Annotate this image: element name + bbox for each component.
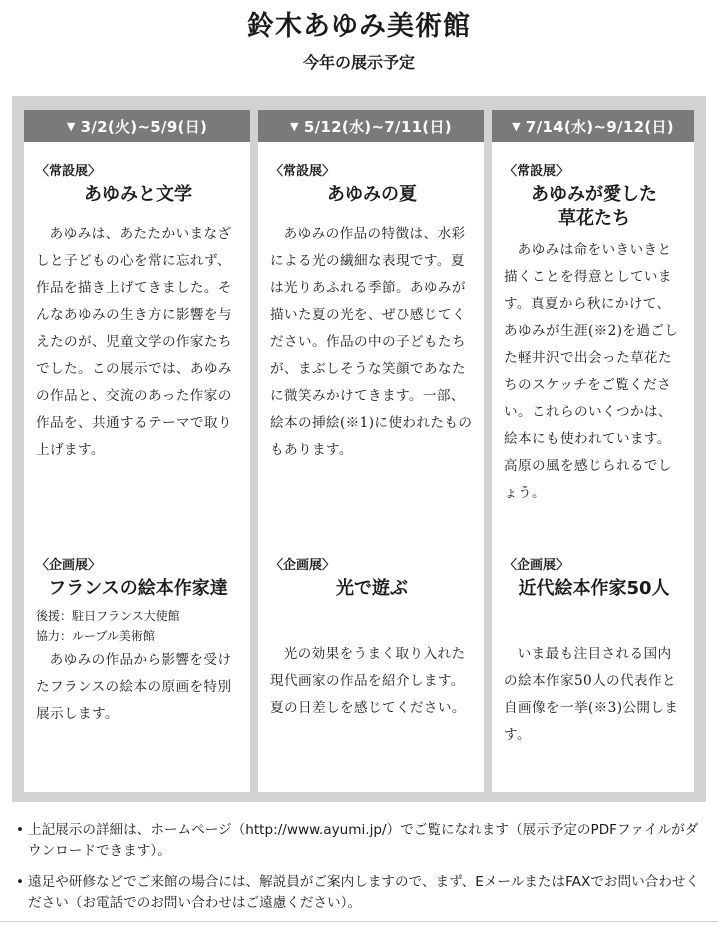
schedule-subtitle: 今年の展示予定 [302,53,415,72]
period-dates: 5/12(水)~7/11(日) [303,117,452,136]
exhibition-description: いま最も注目される国内の絵本作家50人の代表作と自画像を一挙(※3)公開します。 [504,646,679,743]
exhibition-cooperation: 協力：ルーブル美術館 [36,629,155,643]
exhibition-type-label: 〈常設展〉 [504,164,570,179]
note-text: 上記展示の詳細は、ホームページ（http://www.ayumi.jp/）でご覧になれます（展示予定のPDFファイルがダウンロードできます）。 [28,822,699,859]
period-header-2 [258,110,484,142]
triangle-down-icon: ▼ [66,119,76,133]
exhibition-type-label: 〈常設展〉 [270,164,336,179]
exhibition-title-line-1: あゆみが愛した [531,184,657,205]
special-exhibition [504,554,684,749]
exhibition-title: あゆみと文学 [84,184,192,205]
permanent-exhibition [36,160,240,464]
exhibition-title: フランスの絵本作家達 [48,578,228,599]
special-exhibition [270,554,474,722]
bottom-divider [0,921,718,922]
bullet-icon: • [16,874,25,890]
period-column-2 [258,110,484,792]
note-item [16,820,706,862]
exhibition-description: 光の効果をうまく取り入れた現代画家の作品を紹介します。夏の日差しを感じてください。 [270,646,466,716]
period-dates: 3/2(火)~5/9(日) [80,117,208,136]
permanent-exhibition [270,160,474,464]
triangle-down-icon: ▼ [290,119,299,133]
bullet-icon: • [16,822,25,838]
exhibition-description: あゆみは、あたたかいまなざしと子どもの心を常に忘れず、作品を描き上げてきました。そんなあゆみの生き方に影響を与えたのが、児童文学の作家たちでした。この展示では、あゆみの作品と、交流のあった作家の作品を、共通するテーマで取り上げます。 [36,226,232,458]
exhibition-type-label: 〈企画展〉 [504,558,570,573]
period-column-3 [492,110,694,792]
exhibition-title: 光で遊ぶ [336,578,408,599]
exhibition-type-label: 〈常設展〉 [36,164,102,179]
exhibition-type-label: 〈企画展〉 [36,558,102,573]
museum-title: 鈴木あゆみ美術館 [247,11,471,42]
period-dates: 7/14(水)~9/12(日) [525,117,674,136]
exhibition-description: あゆみは命をいきいきと描くことを得意としています。真夏から秋にかけて、あゆみが生涯(※2)を過ごした軽井沢で出会った草花たちのスケッチをご覧ください。これらのいくつかは、絵本にも使われています。高原の風を感じられるでしょう。 [504,242,679,501]
exhibition-title: 近代絵本作家50人 [518,578,670,599]
special-exhibition [36,554,240,728]
exhibition-description: あゆみの作品から影響を受けたフランスの絵本の原画を特別展示します。 [36,652,232,722]
period-header-1 [24,110,250,142]
triangle-down-icon: ▼ [512,119,521,133]
exhibition-type-label: 〈企画展〉 [270,558,336,573]
note-text: 遠足や研修などでご来館の場合には、解説員がご案内しますので、まず、EメールまたはFAXでお問い合わせください（お電話でのお問い合わせはご遠慮ください）。 [28,874,700,911]
footnotes [16,820,706,924]
period-column-1 [24,110,250,792]
note-item [16,872,706,914]
exhibition-description: あゆみの作品の特徴は、水彩による光の繊細な表現です。夏は光りあふれる季節。あゆみが描いた夏の光を、ぜひ感じてください。作品の中の子どもたちが、まぶしそうな笑顔であなたに微笑みかけてきます。一部、絵本の挿絵(※1)に使われたものもあります。 [270,226,473,458]
exhibition-title: あゆみの夏 [327,184,417,205]
exhibition-title-line-2: 草花たち [558,208,630,229]
permanent-exhibition [504,160,684,507]
period-header-3 [492,110,694,142]
exhibition-support: 後援：駐日フランス大使館 [36,609,180,623]
exhibition-schedule [12,96,706,802]
